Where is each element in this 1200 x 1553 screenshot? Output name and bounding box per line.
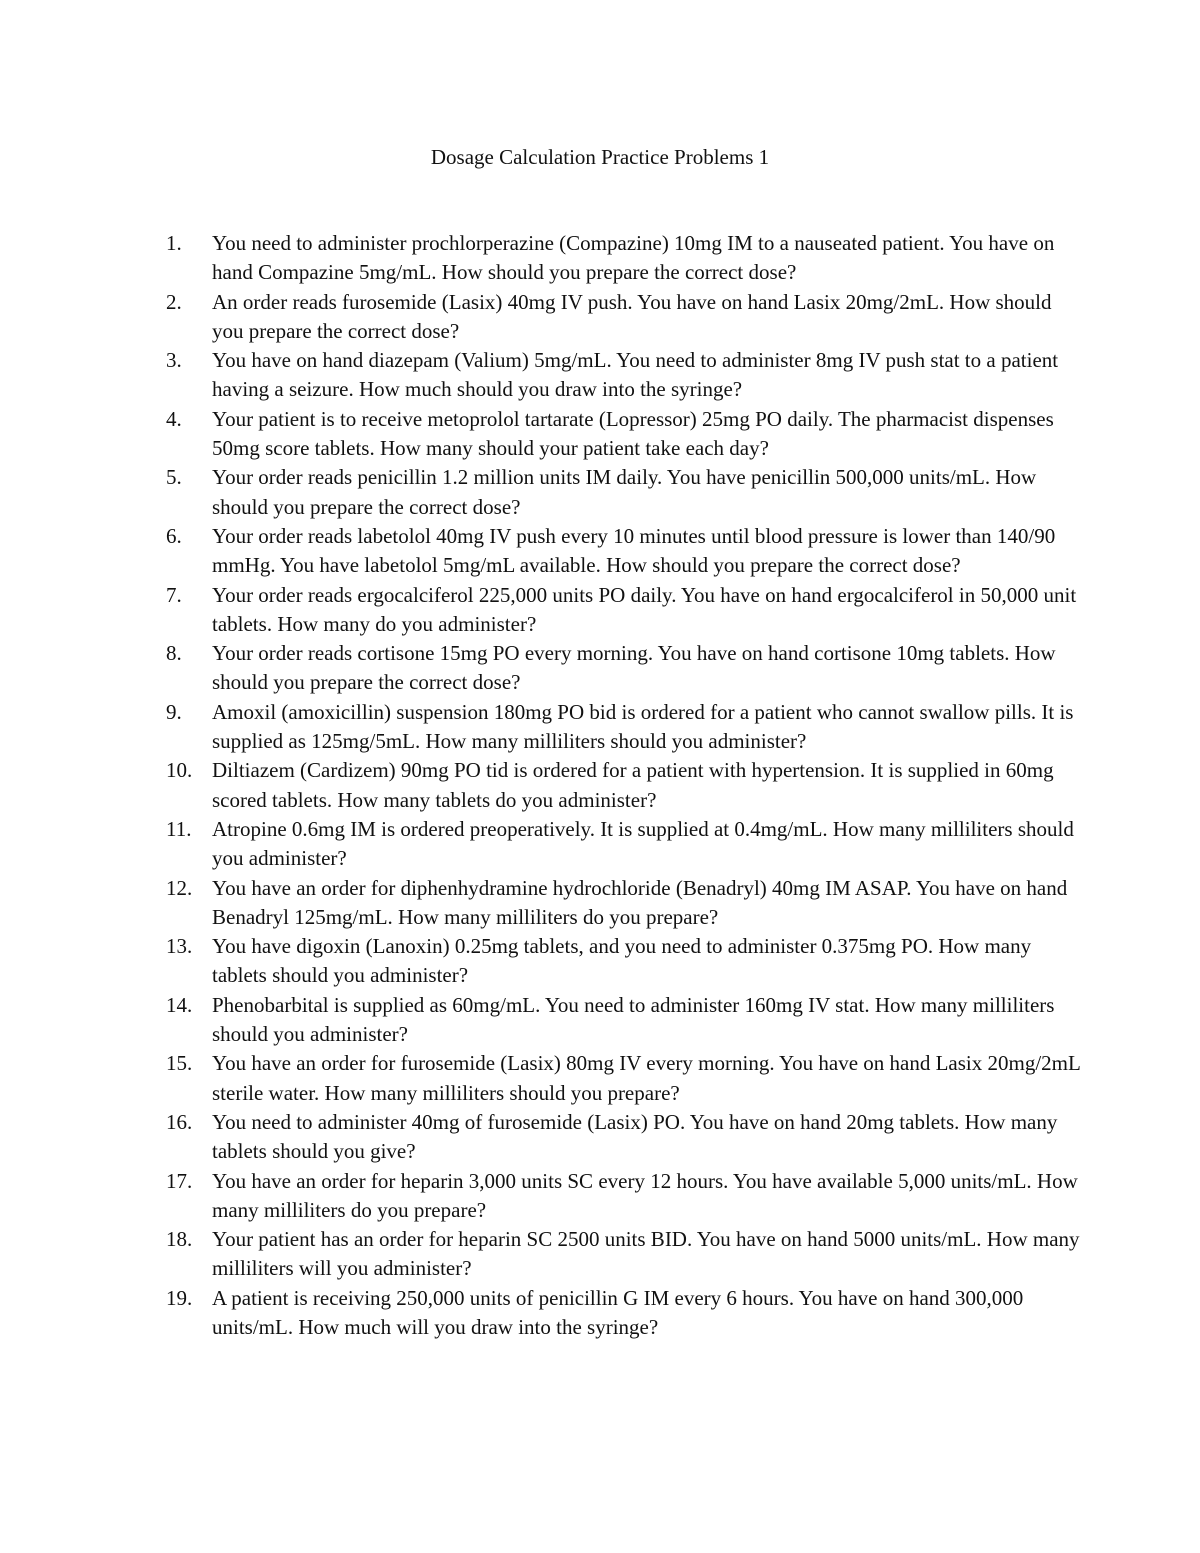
- problem-item: [166, 991, 1082, 1050]
- problem-text: Your patient is to receive metoprolol tartarate (Lopressor) 25mg PO daily. The pharmacist dispenses 50mg score tablets. How many should your patient take each day?: [212, 406, 1054, 461]
- problem-number: 14.: [166, 992, 193, 1017]
- problem-item: [166, 463, 1082, 522]
- problem-number: 15.: [166, 1051, 193, 1076]
- problem-text: Amoxil (amoxicillin) suspension 180mg PO bid is ordered for a patient who cannot swallow pills. It is supplied as 125mg/5mL. How many milliliters should you administer?: [212, 699, 1074, 754]
- problem-text: You have digoxin (Lanoxin) 0.25mg tablets, and you need to administer 0.375mg PO. How many tablets should you administer?: [212, 934, 1032, 988]
- problem-item: [166, 229, 1082, 288]
- problem-item: [166, 581, 1082, 640]
- problem-number: 9.: [166, 699, 182, 724]
- problem-text: Your order reads labetolol 40mg IV push every 10 minutes until blood pressure is lower than 140/90 mmHg. You have labetolol 5mg/mL available. How should you prepare the correct dose?: [212, 523, 1056, 578]
- problem-item: [166, 1108, 1082, 1167]
- problem-number: 7.: [166, 582, 182, 607]
- problem-number: 2.: [166, 289, 182, 314]
- problem-number: 11.: [166, 816, 192, 841]
- problem-number: 5.: [166, 465, 182, 490]
- problem-text: Your order reads penicillin 1.2 million units IM daily. You have penicillin 500,000 units/mL. How should you prepare the correct dose?: [212, 465, 1037, 519]
- problem-text: An order reads furosemide (Lasix) 40mg IV push. You have on hand Lasix 20mg/2mL. How should you prepare the correct dose?: [212, 289, 1052, 343]
- problem-text: You have an order for diphenhydramine hydrochloride (Benadryl) 40mg IM ASAP. You have on hand Benadryl 125mg/mL. How many milliliters do you prepare?: [212, 875, 1068, 929]
- problem-text: You need to administer 40mg of furosemide (Lasix) PO. You have on hand 20mg tablets. How many tablets should you give?: [212, 1109, 1058, 1164]
- problem-text: A patient is receiving 250,000 units of penicillin G IM every 6 hours. You have on hand 300,000 units/mL. How much will you draw into the syringe?: [212, 1285, 1024, 1339]
- problem-number: 18.: [166, 1227, 193, 1252]
- problem-item: [166, 932, 1082, 991]
- page-title: Dosage Calculation Practice Problems 1: [430, 145, 770, 169]
- problem-item: [166, 1167, 1082, 1226]
- problem-text: You need to administer prochlorperazine (Compazine) 10mg IM to a nauseated patient. You have on hand Compazine 5mg/mL. How should you prepare the correct dose?: [212, 231, 1055, 285]
- problem-item: [166, 346, 1082, 405]
- problem-number: 19.: [166, 1285, 193, 1310]
- problem-number: 8.: [166, 641, 182, 666]
- problem-number: 12.: [166, 875, 193, 900]
- problem-item: [166, 698, 1082, 757]
- problem-text: You have an order for furosemide (Lasix) 80mg IV every morning. You have on hand Lasix 20mg/2mL sterile water. How many milliliters should you prepare?: [212, 1051, 1081, 1105]
- problem-text: Your patient has an order for heparin SC 2500 units BID. You have on hand 5000 units/mL. How many milliliters will you administer?: [212, 1227, 1080, 1281]
- problem-item: [166, 815, 1082, 874]
- problem-number: 10.: [166, 758, 193, 783]
- problem-number: 1.: [166, 231, 182, 255]
- problem-number: 6.: [166, 523, 182, 548]
- problem-text: You have on hand diazepam (Valium) 5mg/mL. You need to administer 8mg IV push stat to a patient having a seizure. How much should you draw into the syringe?: [212, 348, 1059, 402]
- problem-text: Atropine 0.6mg IM is ordered preoperatively. It is supplied at 0.4mg/mL. How many milliliters should you administer?: [212, 816, 1074, 871]
- problem-item: [166, 639, 1082, 698]
- problem-number: 4.: [166, 406, 182, 431]
- problem-number: 3.: [166, 348, 182, 373]
- problem-text: Diltiazem (Cardizem) 90mg PO tid is ordered for a patient with hypertension. It is supplied in 60mg scored tablets. How many tablets do you administer?: [212, 758, 1054, 812]
- problem-item: [166, 756, 1082, 815]
- problem-list: [166, 229, 1082, 1342]
- problem-item: [166, 1284, 1082, 1343]
- problem-item: [166, 1049, 1082, 1108]
- problem-text: You have an order for heparin 3,000 units SC every 12 hours. You have available 5,000 units/mL. How many milliliters do you prepare?: [212, 1168, 1078, 1222]
- problem-text: Your order reads cortisone 15mg PO every morning. You have on hand cortisone 10mg tablets. How should you prepare the correct dose?: [212, 641, 1056, 695]
- problem-text: Your order reads ergocalciferol 225,000 units PO daily. You have on hand ergocalciferol in 50,000 unit tablets. How many do you administer?: [212, 582, 1077, 636]
- problem-number: 17.: [166, 1168, 193, 1193]
- problem-text: Phenobarbital is supplied as 60mg/mL. You need to administer 160mg IV stat. How many milliliters should you administer?: [212, 992, 1055, 1047]
- problem-number: 13.: [166, 934, 193, 959]
- problem-number: 16.: [166, 1109, 193, 1134]
- problem-item: [166, 1225, 1082, 1284]
- problem-item: [166, 288, 1082, 347]
- problem-item: [166, 522, 1082, 581]
- problem-item: [166, 874, 1082, 933]
- problem-item: [166, 405, 1082, 464]
